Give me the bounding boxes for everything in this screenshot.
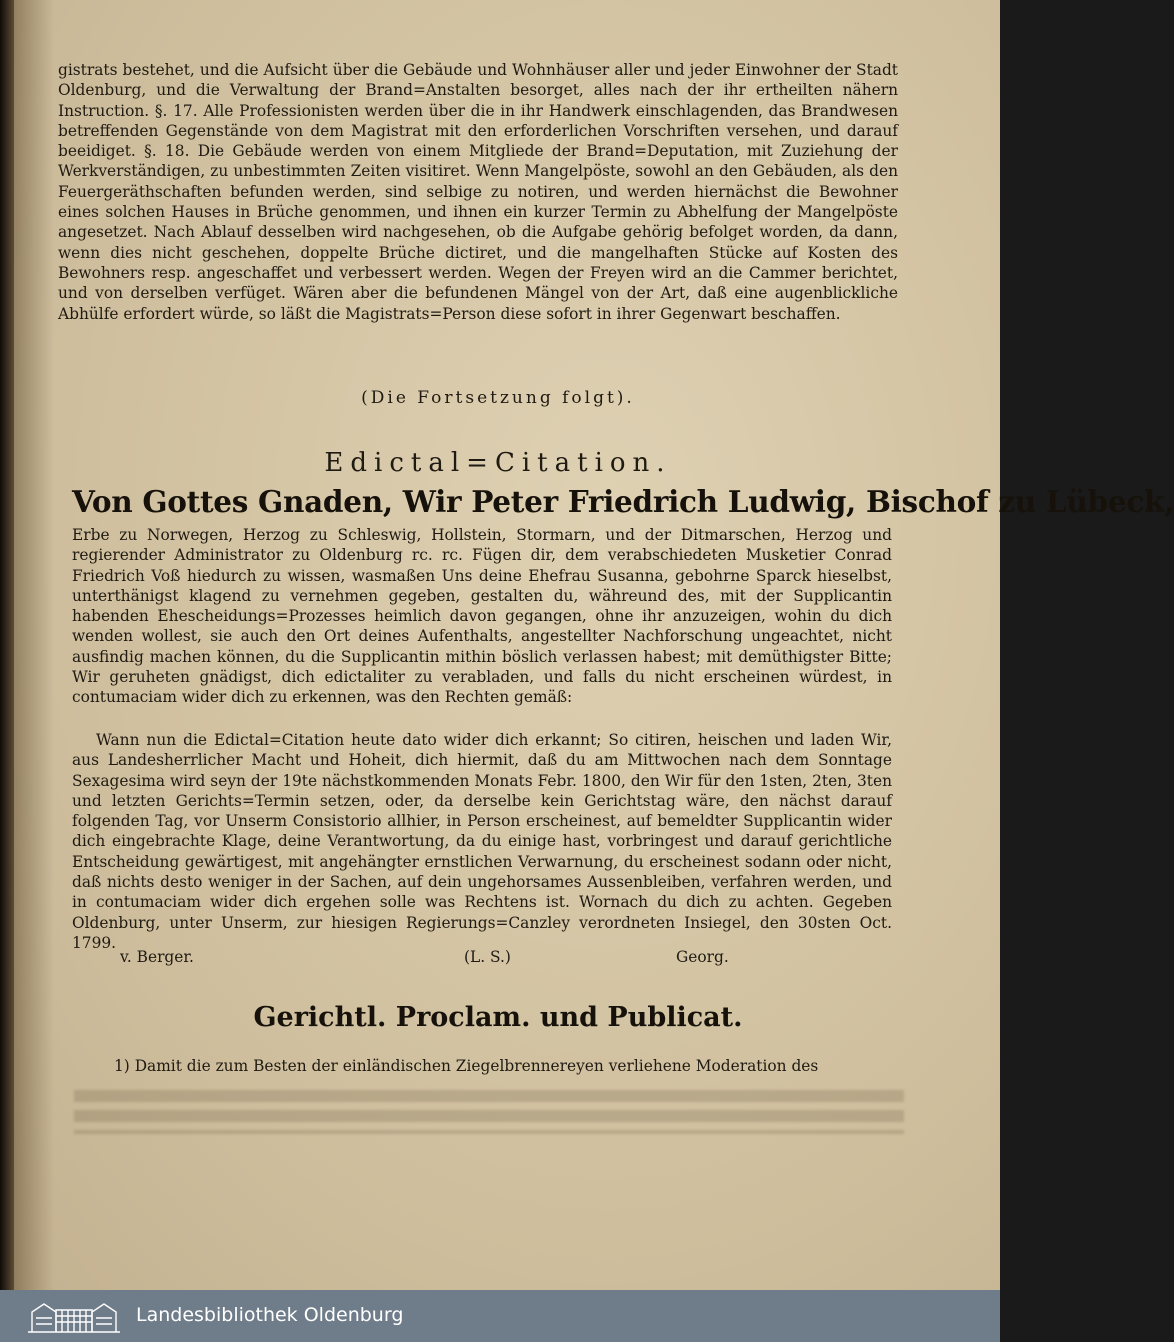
paragraph-text: gistrats bestehet, und die Aufsicht über die Gebäude und Wohnhäuser aller und jeder Einwohner der Stadt Oldenburg, und die Verwaltung der Brand=Anstalten besorget, alles nach der ihr ertheilten nähern Instruction. §. 17. Alle Professionisten werden über die in ihr Handwerk einschlagenden, das Brandwesen betreffenden Gegenstände von dem Magistrat mit den erforderlichen Vorschriften versehen, und darauf beeidiget. §. 18. Die Gebäude werden von einem Mitgliede der Brand=Deputation, mit Zuziehung der Werkverständigen, zu unbestimmten Zeiten visitiret. Wenn Mangelpöste, sowohl an den Gebäuden, als den Feuergeräthschaften befunden werden, sind selbige zu notiren, und werden hiernächst die Bewohner eines solchen Hauses in Brüche genommen, und ihnen ein kurzer Termin zu Abhelfung der Mangelpöste angesetzet. Nach Ablauf desselben wird nachgesehen, ob die Aufgabe gehörig befolget worden, da dann, wenn dies nicht geschehen, doppelte Brüche dictiret, und die mangelhaften Stücke auf Kosten des Bewohners resp. angeschaffet und verbessert werden. Wegen der Freyen wird an die Cammer berichtet, und von derselben verfüget. Wären aber die befundenen Mängel von der Art, daß eine augenblickliche Abhülfe erfordert würde, so läßt die Magistrats=Person diese sofort in ihrer Gegenwart beschaffen. (58, 61, 898, 323)
scanned-page (14, 0, 1174, 1290)
footer-bar (0, 1290, 1000, 1342)
edictal-citation-heading: Edictal=Citation. (324, 448, 672, 478)
bleed-through-text (74, 1090, 904, 1134)
continued-note: (Die Fortsetzung folgt). (361, 388, 635, 408)
book-gutter (0, 0, 14, 1290)
signature-left: v. Berger. (120, 948, 194, 966)
proclam-heading: Gerichtl. Proclam. und Publicat. (253, 1002, 743, 1033)
paragraph-text: 1) Damit die zum Besten der einländischen Ziegelbrennereyen verliehene Moderation des (114, 1057, 819, 1075)
paragraph-proclam-start (114, 1056, 889, 1076)
library-building-icon (26, 1298, 122, 1334)
footer-label: Landesbibliothek Oldenburg (136, 1304, 404, 1326)
grace-line: Von Gottes Gnaden, Wir Peter Friedrich Ludwig, Bischof zu Lübeck, (72, 484, 1174, 519)
signature-right: Georg. (676, 948, 729, 966)
seal-mark: (L. S.) (464, 948, 511, 966)
paragraph-text: Erbe zu Norwegen, Herzog zu Schleswig, Hollstein, Stormarn, und der Ditmarschen, Herzog und regierender Administrator zu Oldenburg rc. rc. Fügen dir, dem verabschiedeten Musketier Conrad Friedrich Voß hiedurch zu wissen, wasmaßen Uns deine Ehefrau Susanna, gebohrne Sparck hieselbst, unterthänigst klagend zu vernehmen gegeben, gestalten du, währeund des, mit der Supplicantin habenden Ehescheidungs=Prozesses heimlich davon gegangen, ohne ihr anzuzeigen, wohin du dich wenden wollest, sie auch den Ort deines Aufenthalts, angestellter Nachforschung ungeachtet, nicht ausfindig machen können, du die Supplicantin mithin böslich verlassen habest; mit demüthigster Bitte; Wir geruheten gnädigst, dich edictaliter zu verabladen, und falls du nicht erscheinen würdest, in contumaciam wider dich zu erkennen, was den Rechten gemäß: (72, 526, 892, 707)
page-curve-shadow (14, 0, 54, 1290)
signature-line (72, 948, 892, 970)
paragraph-text: Wann nun die Edictal=Citation heute dato wider dich erkannt; So citiren, heischen und laden Wir, aus Landesherrlicher Macht und Hoheit, dich hiermit, daß du am Mittwochen nach dem Sonntage Sexagesima wird seyn der 19te nächstkommenden Monats Febr. 1800, den Wir für den 1sten, 2ten, 3ten und letzten Gerichts=Termin setzen, oder, da derselbe kein Gerichtstag wäre, den nächst darauf folgenden Tag, vor Unserm Consistorio allhier, in Person erscheinest, auf bemeldter Supplicantin wider dich eingebrachte Klage, deine Verantwortung, da du einige hast, vorbringest und darauf gerichtliche Entscheidung gewärtigest, mit angehängter ernstlichen Verwarnung, du erscheinest sodann oder nicht, daß nichts desto weniger in der Sachen, auf dein ungehorsames Aussenbleiben, verfahren werden, und in contumaciam wider dich ergehen solle was Rechtens ist. Wornach du dich zu achten. Gegeben Oldenburg, unter Unserm, zur hiesigen Regierungs=Canzley verordneten Insiegel, den 30sten Oct. 1799. (72, 731, 892, 952)
paragraph-citation-intro (72, 525, 892, 708)
paragraph-citation-body (72, 730, 892, 953)
paragraph-brand-regulations (58, 60, 898, 324)
